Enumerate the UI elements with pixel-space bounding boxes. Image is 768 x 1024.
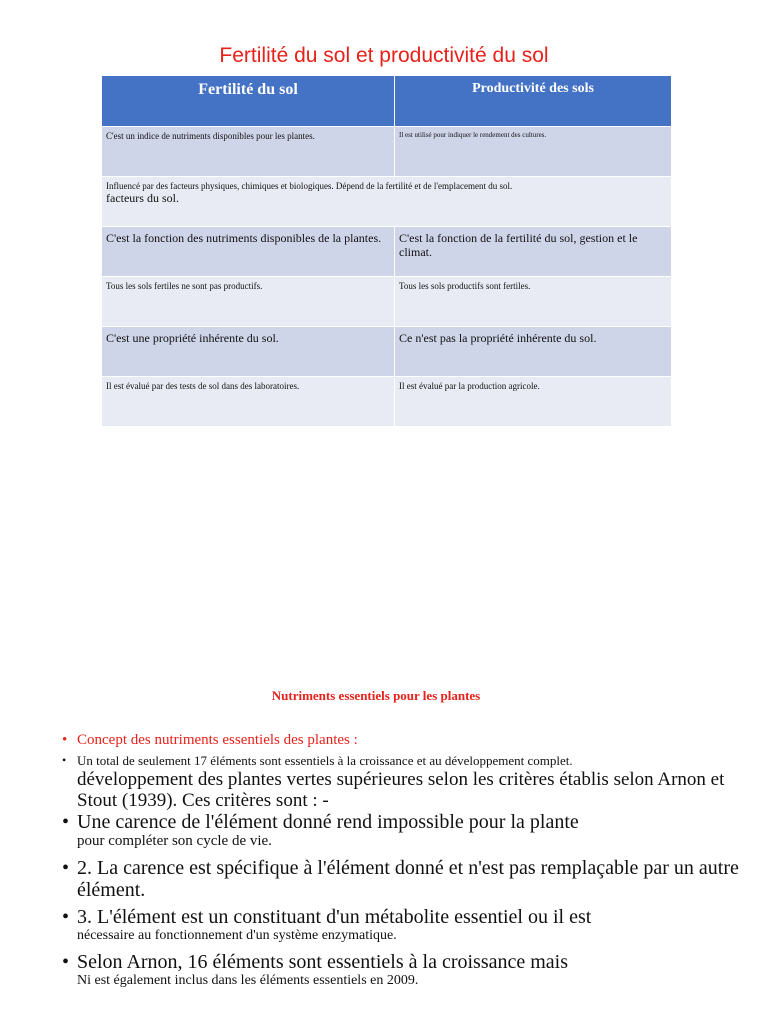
table-row [102, 277, 672, 327]
bullet-icon: • [62, 951, 70, 973]
table-cell-text: facteurs du sol. [106, 191, 179, 205]
list-item [62, 732, 762, 749]
table-row [102, 327, 672, 377]
bullet-text: 3. L'élément est un constituant d'un métabolite essentiel ou il est [77, 906, 592, 928]
table-cell: C'est la fonction des nutriments disponibles de la plantes. [102, 227, 395, 277]
bullet-text: 2. La carence est spécifique à l'élément donné et n'est pas remplaçable par un autre élément. [77, 857, 739, 901]
table-cell: Tous les sols productifs sont fertiles. [395, 277, 672, 327]
list-item [62, 753, 762, 811]
table-cell-text: Influencé par des facteurs physiques, chimiques et biologiques. Dépend de la fertilité et de l'emplacement du sol. [106, 181, 513, 191]
bullet-text: développement des plantes vertes supérieures selon les critères établis selon Arnon et Stout (1939). Ces critères sont : - [77, 769, 725, 811]
bullet-icon: • [62, 732, 68, 748]
bullet-text: Une carence de l'élément donné rend impossible pour la plante [77, 811, 579, 833]
table-cell [102, 177, 672, 227]
bullet-list [62, 732, 762, 988]
bullet-text: Selon Arnon, 16 éléments sont essentiels à la croissance mais [77, 951, 569, 973]
list-item [62, 811, 762, 849]
table-row [102, 377, 672, 427]
table-row [102, 177, 672, 227]
table-cell: Ce n'est pas la propriété inhérente du sol. [395, 327, 672, 377]
header-productivite: Productivité des sols [395, 76, 672, 127]
table-row [102, 227, 672, 277]
bullet-icon: • [62, 753, 67, 767]
bullet-icon: • [62, 857, 70, 879]
table-cell: Il est utilisé pour indiquer le rendement des cultures. [395, 127, 672, 177]
table-cell: Il est évalué par des tests de sol dans des laboratoires. [102, 377, 395, 427]
table-row [102, 127, 672, 177]
bullet-icon: • [62, 906, 70, 928]
concept-text: Concept des nutriments essentiels des plantes : [77, 732, 358, 748]
bullet-text: pour compléter son cycle de vie. [77, 833, 272, 849]
table-cell: C'est la fonction de la fertilité du sol, gestion et le climat. [395, 227, 672, 277]
bullet-icon: • [62, 811, 70, 833]
table-cell: C'est une propriété inhérente du sol. [102, 327, 395, 377]
page-title: Fertilité du sol et productivité du sol [219, 44, 549, 67]
header-fertilite: Fertilité du sol [102, 76, 395, 127]
bullet-text: Ni est également inclus dans les éléments essentiels en 2009. [77, 973, 419, 988]
table-cell: C'est un indice de nutriments disponibles pour les plantes. [102, 127, 395, 177]
table-cell: Il est évalué par la production agricole. [395, 377, 672, 427]
table-cell: Tous les sols fertiles ne sont pas productifs. [102, 277, 395, 327]
list-item [62, 906, 762, 943]
bullet-text: nécessaire au fonctionnement d'un système enzymatique. [77, 928, 397, 943]
section-title: Nutriments essentiels pour les plantes [271, 688, 481, 703]
table-header-row [102, 76, 672, 127]
comparison-table [102, 76, 672, 427]
list-item [62, 857, 762, 901]
list-item [62, 951, 762, 988]
bullet-text: Un total de seulement 17 éléments sont essentiels à la croissance et au développement complet. [77, 753, 573, 768]
